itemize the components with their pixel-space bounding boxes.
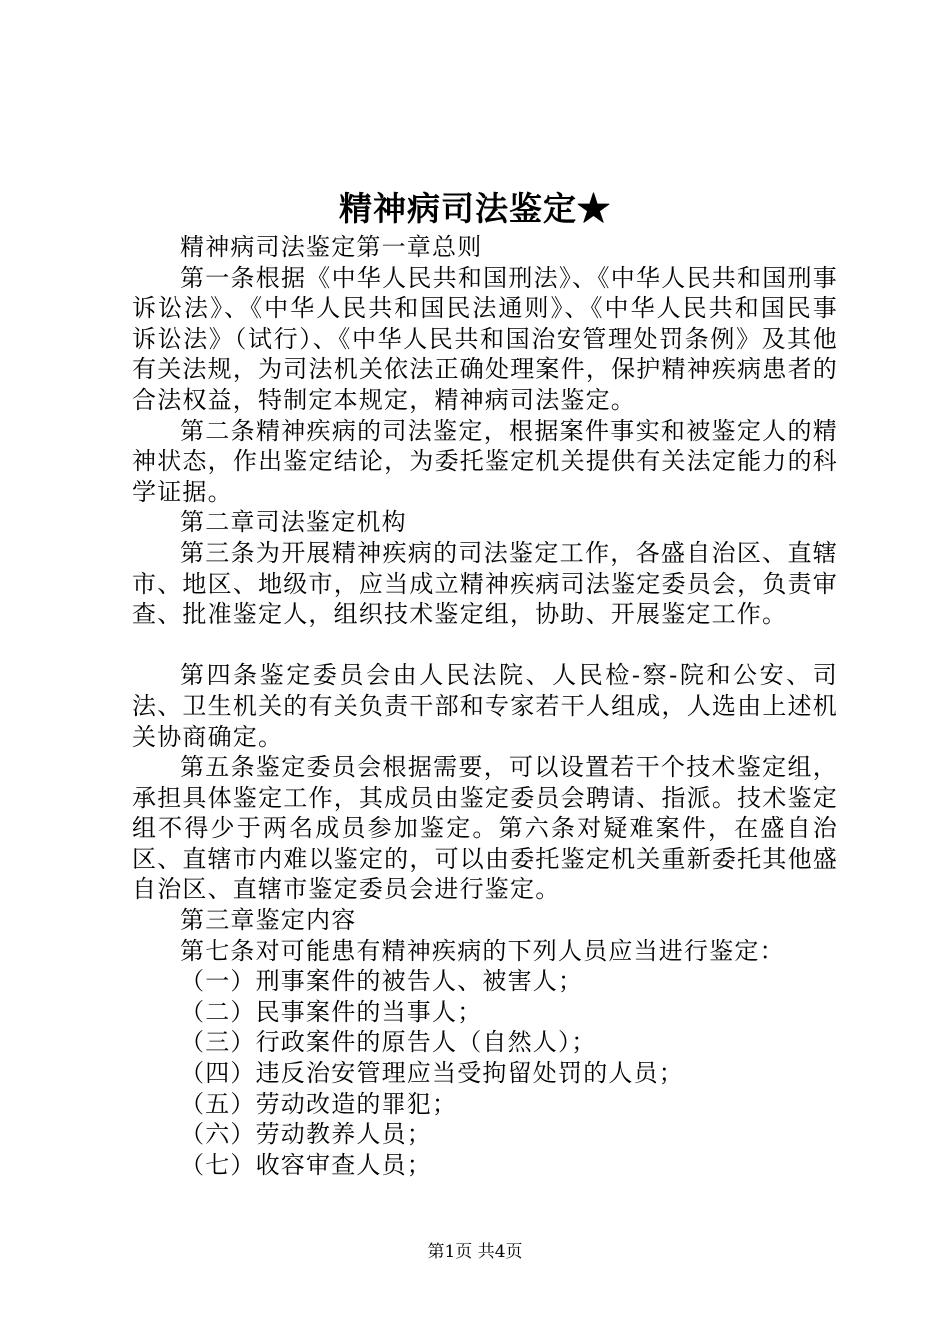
list-item: （一）刑事案件的被告人、被害人； — [180, 967, 584, 996]
chapter-heading: 精神病司法鉴定第一章总则 — [180, 233, 483, 261]
chapter-heading: 第三章鉴定内容 — [180, 906, 357, 935]
list-item: （七）收容审查人员； — [180, 1150, 432, 1179]
document-body — [132, 232, 838, 1180]
list-item: （二）民事案件的当事人； — [180, 997, 483, 1026]
document-title: 精神病司法鉴定★ — [339, 189, 611, 228]
list-item: （六）劳动教养人员； — [180, 1120, 432, 1149]
page-footer: 第1页 共4页 — [427, 1242, 523, 1262]
article-paragraph: 第三条为开展精神疾病的司法鉴定工作，各盛自治区、直辖市、地区、地级市，应当成立精神疾病司法鉴定委员会，负责审查、批准鉴定人，组织技术鉴定组，协助、开展鉴定工作。 — [132, 538, 838, 629]
article-paragraph: 第五条鉴定委员会根据需要，可以设置若干个技术鉴定组，承担具体鉴定工作，其成员由鉴定委员会聘请、指派。技术鉴定组不得少于两名成员参加鉴定。第六条对疑难案件，在盛自治区、直辖市内难以鉴定的，可以由委托鉴定机关重新委托其他盛自治区、直辖市鉴定委员会进行鉴定。 — [132, 753, 838, 904]
article-paragraph: 第一条根据《中华人民共和国刑法》、《中华人民共和国刑事诉讼法》、《中华人民共和国民法通则》、《中华人民共和国民事诉讼法》（试行）、《中华人民共和国治安管理处罚条例》及其他有关法规，为司法机关依法正确处理案件，保护精神疾病患者的合法权益，特制定本规定，精神病司法鉴定。 — [132, 263, 838, 414]
blank-line — [132, 630, 838, 661]
list-item: （四）违反治安管理应当受拘留处罚的人员； — [180, 1059, 684, 1088]
list-item: （三）行政案件的原告人（自然人）； — [180, 1028, 597, 1057]
article-paragraph: 第四条鉴定委员会由人民法院、人民检-察-院和公安、司法、卫生机关的有关负责干部和专家若干人组成，人选由上述机关协商确定。 — [132, 661, 838, 751]
article-paragraph: 第七条对可能患有精神疾病的下列人员应当进行鉴定： — [180, 936, 785, 965]
chapter-heading: 第二章司法鉴定机构 — [180, 508, 407, 537]
article-paragraph: 第二条精神疾病的司法鉴定，根据案件事实和被鉴定人的精神状态，作出鉴定结论，为委托鉴定机关提供有关法定能力的科学证据。 — [132, 416, 838, 506]
list-item: （五）劳动改造的罪犯； — [180, 1089, 458, 1118]
